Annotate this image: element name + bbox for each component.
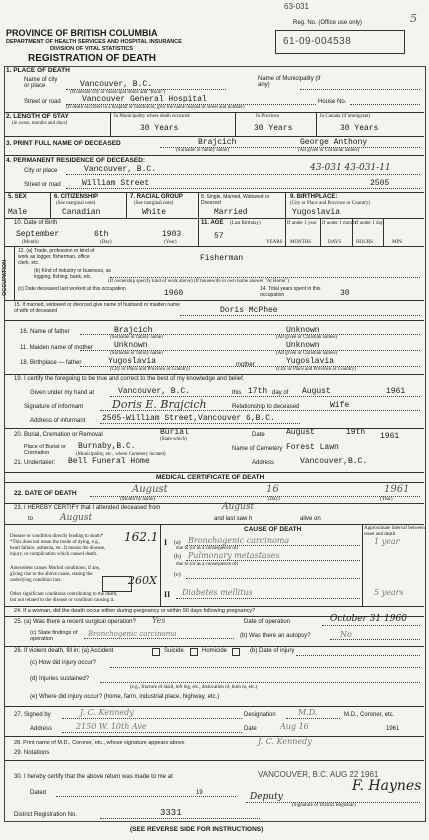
physician-printed-name: J. C. Kennedy <box>258 737 312 746</box>
cause-code-1: 162.1 <box>124 530 159 544</box>
date-last-worked: 1960 <box>164 289 184 298</box>
interval-ii: 5 years <box>374 588 404 597</box>
death-year: 1961 <box>384 484 410 495</box>
page-title: REGISTRATION OF DEATH <box>28 53 156 64</box>
certify-day: 17th <box>248 387 268 396</box>
father-surname: Brajcich <box>114 326 153 335</box>
homicide-checkbox[interactable] <box>232 648 240 656</box>
spouse-name: Doris McPhee <box>220 306 278 315</box>
operation-date: October 31 1960 <box>330 614 407 624</box>
residence-house-no: 2505 <box>370 179 390 188</box>
physician-signature: J. C. Kennedy <box>80 708 134 717</box>
birth-day: 6th <box>94 230 109 239</box>
birthplace: Yugoslavia <box>292 208 341 217</box>
death-street: Vancouver General Hospital <box>82 95 207 104</box>
length-of-stay-sub: (in years, months and days) <box>12 121 68 126</box>
father-given: Unknown <box>286 326 320 335</box>
stay-province: 30 Years <box>254 124 293 133</box>
informant-signature: Doris E. Brajcich <box>112 398 207 411</box>
mother-given: Unknown <box>286 341 320 350</box>
informant-relationship: Wife <box>330 401 350 410</box>
hospital-note: (If death occurred in a hospital or institution, give the name instead of street and number) <box>66 105 245 110</box>
undertaker-address: Vancouver,B.C. <box>300 457 368 466</box>
district-registration-no: 3331 <box>160 808 182 818</box>
occupation-side-label: OCCUPATION <box>2 259 8 296</box>
division-title: DIVISION OF VITAL STATISTICS <box>50 46 134 52</box>
length-of-stay-heading: 2. LENGTH OF STAY <box>6 113 69 120</box>
medical-certificate-heading: MEDICAL CERTIFICATE OF DEATH <box>156 474 265 481</box>
cause-of-death-heading: CAUSE OF DEATH <box>244 526 302 533</box>
house-no-label: House No. <box>318 99 347 105</box>
certify-place: Vancouver, B.C. <box>118 387 191 396</box>
street-label: Street or road <box>24 99 61 105</box>
autopsy-answer: No <box>340 630 352 639</box>
reverse-note: (SEE REVERSE SIDE FOR INSTRUCTIONS) <box>130 826 264 833</box>
death-city: Vancouver, B.C. <box>80 80 153 89</box>
certify-month: August <box>302 387 331 396</box>
city-note: (If outside city or municipal limits add "Rural") <box>70 90 166 95</box>
accident-checkbox[interactable] <box>152 648 160 656</box>
age-years: 57 <box>214 232 224 241</box>
registrar-stamp: VANCOUVER, B.C. AUG 22 1961 <box>258 770 379 779</box>
death-registration-form: 63-031 5 PROVINCE OF BRITISH COLUMBIA DEPARTMENT OF HEALTH SERVICES AND HOSPITAL INSURANCE DIVISION OF VITAL STATISTICS REGISTRATION OF DEATH Reg. No. (Office use only) 61-09-004538 1. PLACE OF DEATH Name of city or place Vancouver, B.C. (If outside city or municipal limits add "Rural") Name of Municipality (if any) Street or road Vancouver General Hospital (If death occurred in a hospital or institution, give the name instead of street and number) House No. 2. LENGTH OF STAY (in years, months and days) In Municipality where death occurred In Province In Canada (if immigrant) 30 Years 30 Years 30 Years 3. PRINT FULL NAME OF DECEASED Brajcich George Anthony (Surname or family name) (All given or Christian names) 4. PERMANENT RESIDENCE OF DECEASED: City or place Vancouver, B.C. 43-031 43-031-11 Street or road William Street 2505 5. SEX 6. CITIZENSHIP (See marginal note) 7. RACIAL GROUP (See marginal note) 8. Single, Married, Widowed or Divorced 9. BIRTHPLACE: (City or Place and Province or Country) Male Canadian White Married Yugoslavia 10. Date of Birth September 6th 1903 (Month) (Day) (Year) 11. AGE (Last Birthday) 57 YEARS If under 1 year If under 1 month If under 1 day MONTHS DAYS HOURS MIN. OCCUPATION 12. (a) Trade, profession or kind of work as logger, fisherman, office clerk, etc. Fisherman (b) Kind of industry or business, as logging, fishing, bank, etc. (If ownership specify kind of work above) (If housewife in own home answer "At Home") (c) Date deceased last worked at this occupation 1960 14. Total years spent in this occupation 30 15. If married, widowed or divorced give name of husband or maiden name of wife of deceased Doris McPhee 16. Name of father Brajcich Unknown (Surname or family name) (All given or Christian names) 11. Maiden name of mother Unknown Unknown (Surname or family name) (All given or Christian names) 18. Birthplace — father Yugoslavia mother Yugoslavia (City or Place and Province or Country) (City or Place and Province or Country) 19. I certify the foregoing to be true and correct to the best of my knowledge and belief. Given under my hand at Vancouver, B.C. this 17th day of August 1961 Signature of informant Doris E. Brajcich Relationship to deceased Wife Address of informant 2505-William Street,Vancouver 6,B.C. 20. Burial, Cremation or Removal Burial (State which) Date August 19th 1961 Place of Burial or Cremation Burnaby,B.C. (Municipality, etc., where Cemetery located) Name of Cemetery Forest Lawn 21. Undertaker: Bell Funeral Home Address Vancouver,B.C. MEDICAL CERTIFICATE OF DEATH 22. DATE OF DEATH August 16 1961 (Month by name) (Day) (Year) 23. I HEREBY CERTIFY that I attended deceased from August to August and last saw h alive on CAUSE OF DEATH Approximate interval between onset and death Disease or condition directly leading to death* *This does not mean the mode of dying, e.g., heart failure, asthenia, etc. It means the disease, injury, or complication which caused death. Antecedent causes Morbid conditions, if any, giving rise to the above cause, stating the underlying condition last. Other significant conditions contributing to the death, but not related to the disease or condition causing it. I (a) Bronchogenic carcinoma due to (or as a consequence of) 162.1 1 year (b) Pulmonary metastases due to (or as a consequence of) (c) 260X II Diabetes mellitus 5 years 24. If a woman, did the death occur either during pregnancy or within 90 days following pregnancy? 25. (a) Was there a recent surgical operation? Yes Date of operation October 31 1960 (c) State findings of operation Bronchogenic carcinoma (b) Was there an autopsy? No 26. If violent death, fill in: (a) Accident Suicide Homicide (b) Date of injury (c) How did injury occur? (d) Injuries sustained? (e.g., fracture of skull, left leg, etc., dislocation of, burn to, etc.) (e) Where did injury occur? (home, farm, industrial place, highway, etc.) 27. Signed by J. C. Kennedy Designation M.D. M.D., Coroner, etc. Address 2150 W. 10th Ave Date Aug 16 1961 28. Print name of M.D., Coroner, etc., whose signature appears above J. C. Kennedy 29. Notations 30. I hereby certify that the above return was made to me at VANCOUVER, B.C. AUG 22 1961 Dated 19 F. Haynes Deputy (Signature of District Registrar) District Registration No. 3331 (SEE REVERSE SIDE FOR INSTRUCTIONS) <box>2 2 425 833</box>
father-birthplace: Yugoslavia <box>108 357 157 366</box>
years-in-occupation: 30 <box>340 289 350 298</box>
cemetery-name: Forest Lawn <box>286 443 339 452</box>
sex: Male <box>8 208 28 217</box>
operation-findings: Bronchogenic carcinoma <box>88 630 177 638</box>
reg-no-label: Reg. No. (Office use only) <box>293 20 362 26</box>
cause-ii: Diabetes mellitus <box>182 588 253 597</box>
birth-year: 1903 <box>162 230 182 239</box>
interval-a: 1 year <box>374 537 400 546</box>
cause-b: Pulmonary metastases <box>188 551 280 560</box>
mother-surname: Unknown <box>114 341 148 350</box>
cause-a: Bronchogenic carcinoma <box>188 536 290 545</box>
deceased-given: George Anthony <box>300 138 368 147</box>
province-title: PROVINCE OF BRITISH COLUMBIA <box>6 28 158 38</box>
undertaker: Bell Funeral Home <box>68 457 150 466</box>
reg-no: 61-09-004538 <box>283 36 352 47</box>
surgery-answer: Yes <box>152 616 166 625</box>
file-number: 63-031 <box>284 2 309 11</box>
occupation-trade: Fisherman <box>200 254 244 263</box>
deceased-name-heading: 3. PRINT FULL NAME OF DECEASED <box>6 140 121 147</box>
municipality-label: Name of Municipality (if any) <box>258 76 321 88</box>
department-title: DEPARTMENT OF HEALTH SERVICES AND HOSPITAL INSURANCE <box>6 39 182 45</box>
residence-street: William Street <box>82 179 150 188</box>
place-of-death-heading: 1. PLACE OF DEATH <box>6 67 70 74</box>
city-label: Name of city or place <box>24 77 58 89</box>
citizenship: Canadian <box>62 208 101 217</box>
registrar-signature: F. Haynes <box>352 778 422 794</box>
mother-birthplace: Yugoslavia <box>286 357 335 366</box>
disposition-day: 19th <box>346 428 366 437</box>
certify-year: 1961 <box>386 387 406 396</box>
cause-code-2: 260X <box>128 574 157 587</box>
disposition: Burial <box>160 428 189 437</box>
burial-place: Burnaby,B.C. <box>78 442 136 451</box>
suicide-checkbox[interactable] <box>190 648 198 656</box>
disposition-month: August <box>286 428 315 437</box>
death-month: August <box>132 484 168 495</box>
birth-month: September <box>16 230 60 239</box>
physician-address: 2150 W. 10th Ave <box>76 722 147 731</box>
stay-municipality: 30 Years <box>140 124 179 133</box>
racial-group: White <box>142 208 167 217</box>
marital-status: Married <box>214 208 248 217</box>
residence-city: Vancouver, B.C. <box>84 165 157 174</box>
corner-mark: 5 <box>410 12 417 25</box>
informant-address: 2505-William Street,Vancouver 6,B.C. <box>102 414 275 423</box>
death-day: 16 <box>266 484 279 495</box>
disposition-year: 1961 <box>380 432 400 441</box>
stay-canada: 30 Years <box>340 124 379 133</box>
municipality-code: 43-031 43-031-11 <box>310 163 391 173</box>
residence-heading: 4. PERMANENT RESIDENCE OF DECEASED: <box>6 157 146 164</box>
deceased-surname: Brajcich <box>198 138 237 147</box>
